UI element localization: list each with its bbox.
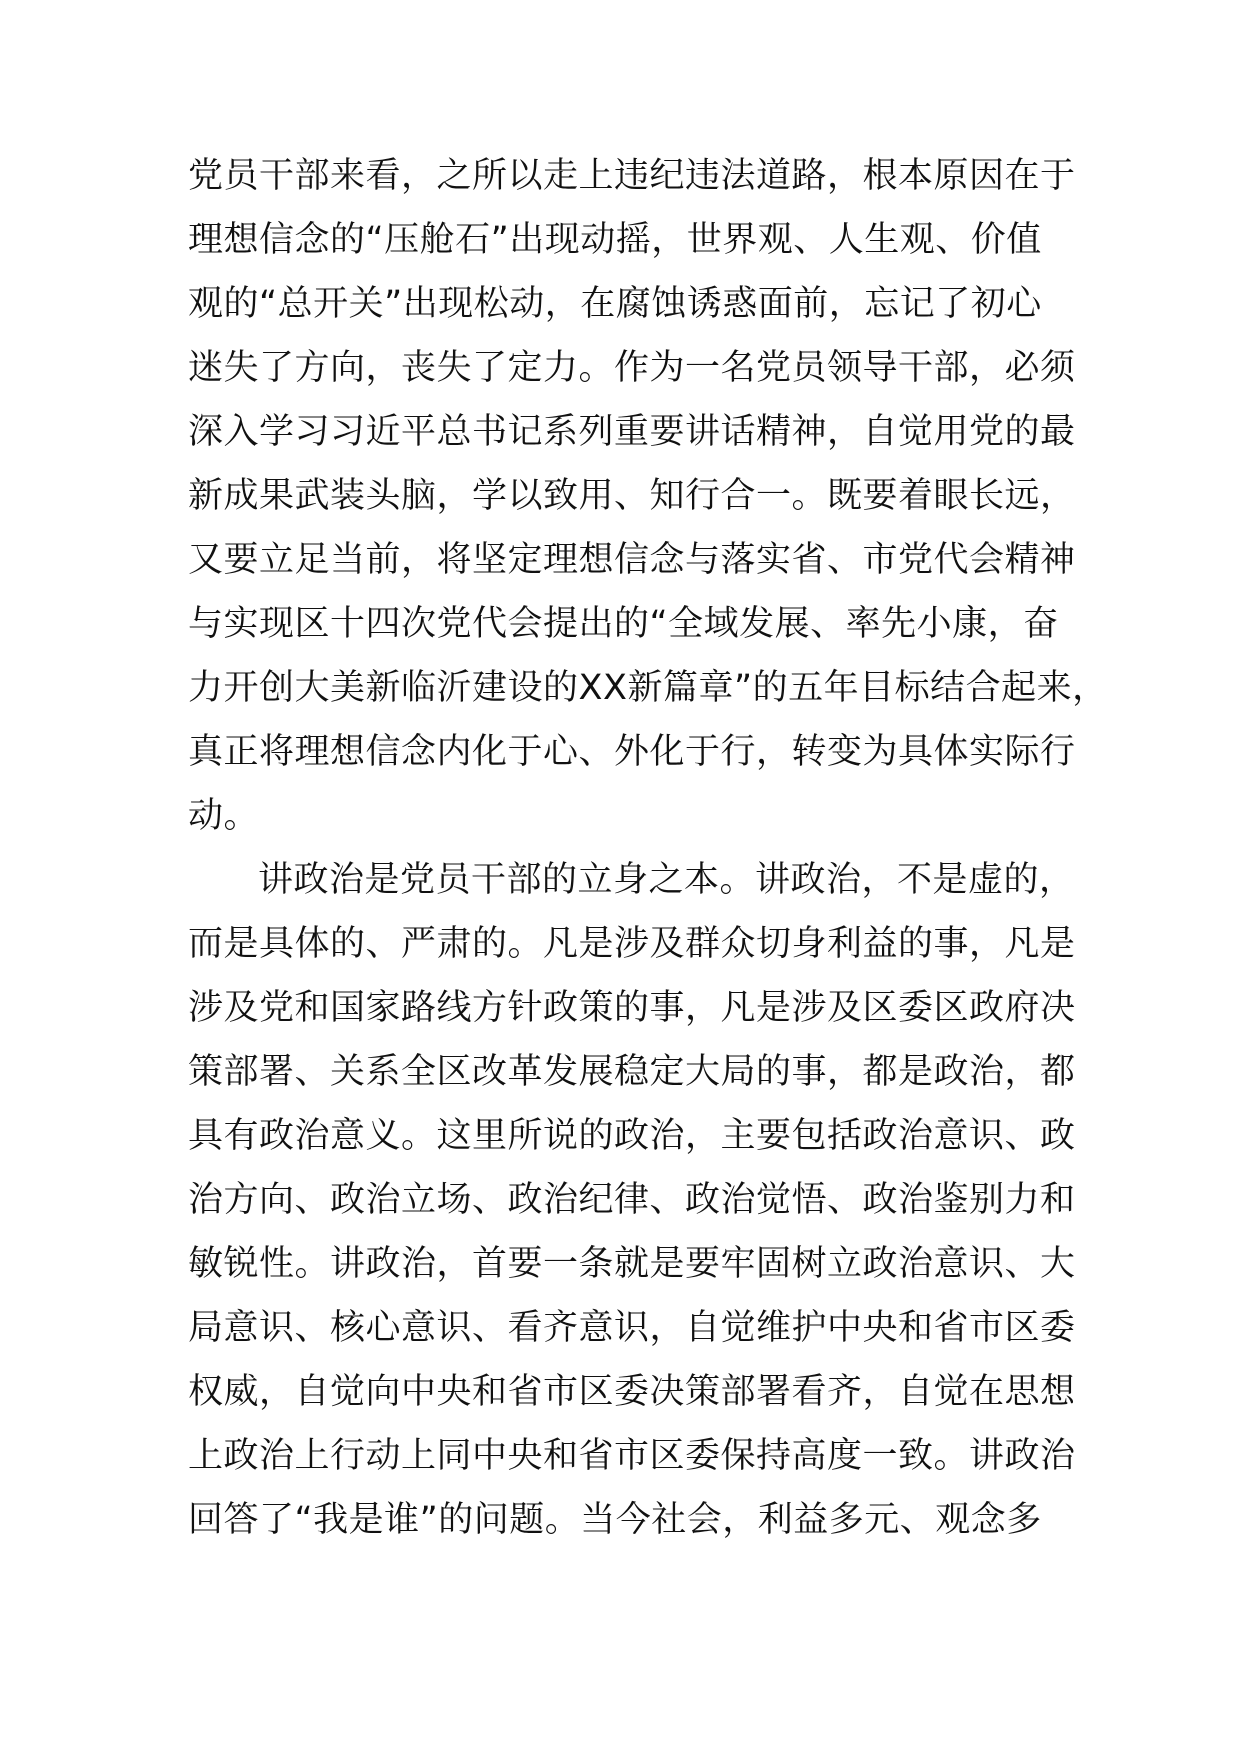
text-line: 回答了“我是谁”的问题。当今社会，利益多元、观念多 — [188, 1500, 1042, 1540]
text-line: 治方向、政治立场、政治纪律、政治觉悟、政治鉴别力和 — [188, 1180, 1076, 1220]
text-line: 观的“总开关”出现松动，在腐蚀诱惑面前，忘记了初心 — [188, 284, 1042, 324]
text-line: 理想信念的“压舱石”出现动摇，世界观、人生观、价值 — [188, 220, 1042, 260]
text-line: 与实现区十四次党代会提出的“全域发展、率先小康，奋 — [188, 604, 1059, 644]
text-line: 具有政治意义。这里所说的政治，主要包括政治意识、政 — [188, 1116, 1076, 1156]
text-line: 策部署、关系全区改革发展稳定大局的事，都是政治，都 — [188, 1052, 1076, 1092]
text-line: 新成果武装头脑，学以致用、知行合一。既要着眼长远， — [188, 476, 1076, 516]
text-line: 又要立足当前，将坚定理想信念与落实省、市党代会精神 — [188, 540, 1076, 580]
text-line: 动。 — [188, 796, 260, 836]
text-line: 权威，自觉向中央和省市区委决策部署看齐，自觉在思想 — [188, 1372, 1076, 1412]
text-line: 真正将理想信念内化于心、外化于行，转变为具体实际行 — [188, 732, 1076, 772]
text-line: 敏锐性。讲政治，首要一条就是要牢固树立政治意识、大 — [188, 1244, 1076, 1284]
text-line: 力开创大美新临沂建设的XX新篇章”的五年目标结合起来， — [188, 668, 1108, 708]
text-line: 上政治上行动上同中央和省市区委保持高度一致。讲政治 — [188, 1436, 1076, 1476]
text-line: 迷失了方向，丧失了定力。作为一名党员领导干部，必须 — [188, 348, 1076, 388]
text-line: 党员干部来看，之所以走上违纪违法道路，根本原因在于 — [188, 156, 1076, 196]
text-line: 深入学习习近平总书记系列重要讲话精神，自觉用党的最 — [188, 412, 1076, 452]
text-line: 涉及党和国家路线方针政策的事，凡是涉及区委区政府决 — [188, 988, 1076, 1028]
paragraph-first-line: 讲政治是党员干部的立身之本。讲政治，不是虚的， — [258, 860, 1075, 900]
text-line: 局意识、核心意识、看齐意识，自觉维护中央和省市区委 — [188, 1308, 1076, 1348]
text-line: 而是具体的、严肃的。凡是涉及群众切身利益的事，凡是 — [188, 924, 1076, 964]
